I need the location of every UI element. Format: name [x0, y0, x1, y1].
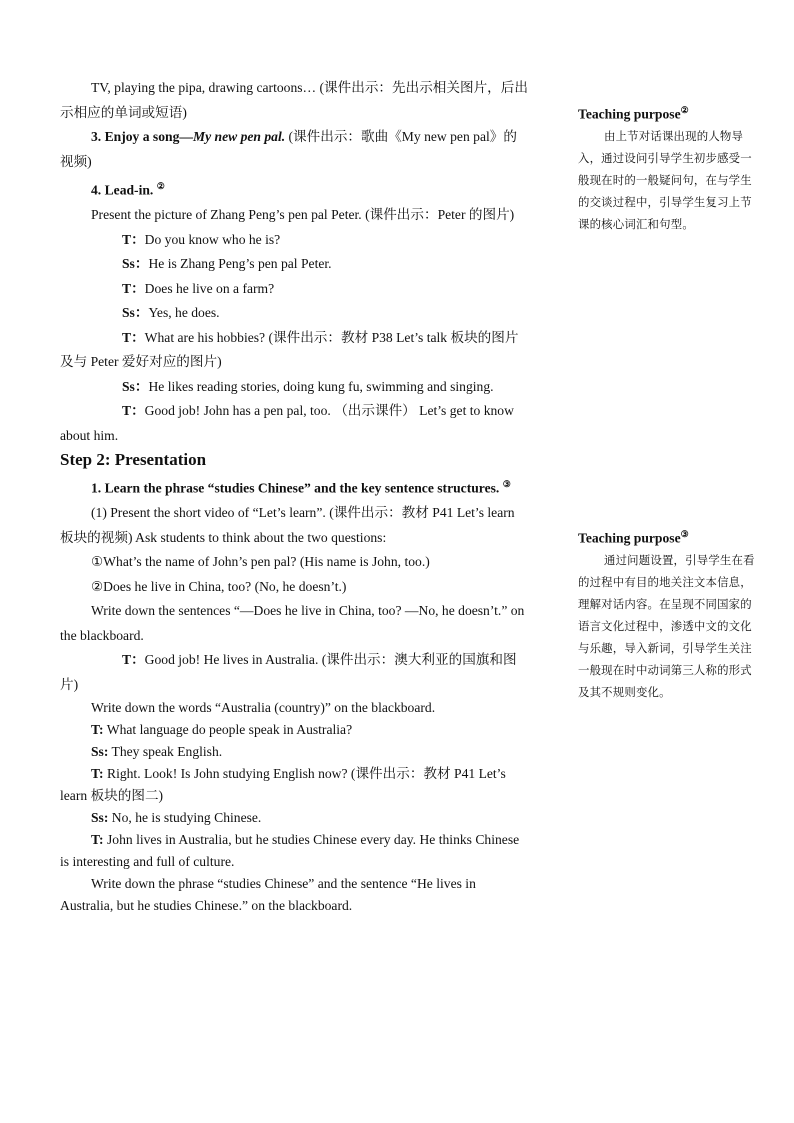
teaching-purpose-title — [578, 524, 758, 549]
paragraph-present-picture: Present the picture of Zhang Peng’s pen pal Peter. (课件出示：Peter 的图片) — [91, 207, 515, 223]
speaker-label: Ss: — [91, 744, 109, 760]
teaching-purpose-title-text: Teaching purpose — [578, 106, 681, 122]
dialogue-text: No, he is studying Chinese. — [111, 810, 262, 826]
dialogue-text: He likes reading stories, doing kung fu, swimming and singing. — [148, 378, 494, 394]
main-text-column — [60, 76, 530, 917]
teaching-purpose-title — [578, 100, 758, 125]
dialogue-line — [60, 252, 530, 277]
item-enjoy-song-label: 3. Enjoy a song— — [91, 129, 193, 144]
teaching-purpose-body: 由上节对话课出现的人物导入，通过设问引导学生初步感受一般现在时的一般疑问句，在与学生的交谈过程中，引导学生复习上节课的核心词汇和句型。 — [578, 128, 752, 231]
speaker-label: Ss： — [122, 378, 149, 394]
dialogue-line — [60, 375, 530, 400]
dialogue-line — [60, 719, 530, 741]
speaker-label: T: — [91, 832, 104, 848]
item-learn-phrase — [60, 472, 530, 501]
speaker-label: T： — [122, 280, 145, 296]
dialogue-text: What are his hobbies? (课件出示：教材 P38 Let’s talk 板块的图片及与 Peter 爱好对应的图片) — [60, 329, 519, 370]
footnote-mark-2: ② — [156, 181, 165, 191]
item-learn-phrase-label: 1. Learn the phrase “studies Chinese” and the key sentence structures. — [91, 480, 500, 496]
speaker-label: T： — [122, 329, 145, 345]
dialogue-line — [60, 741, 530, 763]
dialogue-text: Does he live on a farm? — [144, 280, 275, 296]
dialogue-line — [60, 301, 530, 326]
song-title: My new pen pal. — [192, 129, 286, 144]
speaker-label: Ss: — [91, 810, 109, 826]
dialogue-line — [60, 399, 530, 448]
paragraph-write-sentences: Write down the sentences “—Does he live in China, too? —No, he doesn’t.” on the blackboard. — [60, 603, 525, 643]
speaker-label: Ss： — [122, 305, 149, 321]
question-1: ①What’s the name of John’s pen pal? (His name is John, too.) — [91, 554, 430, 570]
dialogue-line — [60, 326, 530, 375]
teaching-purpose-note-3 — [578, 524, 758, 703]
speaker-label: T： — [122, 403, 145, 419]
speaker-label: T: — [91, 766, 104, 782]
dialogue-text: Do you know who he is? — [144, 231, 281, 247]
item-enjoy-song-note: (课件出示：歌曲《My new pen pal》的视频) — [60, 129, 517, 169]
footnote-mark-2: ② — [680, 105, 689, 115]
paragraph-activities: TV, playing the pipa, drawing cartoons… (课件出示：先出示相关图片，后出示相应的单词或短语) — [60, 80, 528, 120]
item-lead-in-label: 4. Lead-in. — [91, 182, 154, 198]
section-heading-presentation: Step 2: Presentation — [60, 450, 207, 470]
speaker-label: T: — [91, 722, 104, 738]
item-lead-in — [60, 174, 530, 203]
speaker-label: T： — [122, 652, 145, 668]
paragraph-present-video: (1) Present the short video of “Let’s learn”. (课件出示：教材 P41 Let’s learn 板块的视频) Ask students to think about the two questions: — [60, 505, 515, 545]
dialogue-line — [60, 807, 530, 829]
dialogue-block-3 — [60, 719, 530, 873]
dialogue-line — [60, 829, 530, 873]
speaker-label: T： — [122, 231, 145, 247]
question-2: ②Does he live in China, too? (No, he doesn’t.) — [91, 578, 347, 594]
dialogue-line — [60, 763, 530, 807]
dialogue-line — [60, 648, 530, 697]
dialogue-text: They speak English. — [111, 744, 223, 760]
paragraph-write-words: Write down the words “Australia (country)” on the blackboard. — [91, 700, 436, 716]
dialogue-text: Good job! John has a pen pal, too. （出示课件） Let’s get to know about him. — [60, 403, 514, 443]
footnote-mark-3: ③ — [680, 529, 689, 539]
dialogue-text: John lives in Australia, but he studies Chinese every day. He thinks Chinese is interesting and full of culture. — [60, 832, 520, 870]
item-enjoy-song — [60, 125, 530, 174]
dialogue-line — [60, 277, 530, 302]
teaching-purpose-note-2 — [578, 100, 758, 235]
dialogue-text: Yes, he does. — [148, 305, 220, 321]
footnote-mark-3: ③ — [502, 479, 511, 490]
speaker-label: Ss： — [122, 256, 149, 272]
teaching-purpose-body: 通过问题设置，引导学生在看的过程中有目的地关注文本信息，理解对话内容。在呈现不同国家的语言文化过程中，渗透中文的文化与乐趣，导入新词，引导学生关注一般现在时中动词第三人称的形式及其不规则变化。 — [578, 552, 755, 699]
teaching-purpose-title-text: Teaching purpose — [578, 530, 681, 546]
dialogue-line — [60, 228, 530, 253]
dialogue-text: Good job! He lives in Australia. (课件出示：澳大利亚的国旗和图片) — [60, 652, 517, 692]
paragraph-write-phrase: Write down the phrase “studies Chinese” and the sentence “He lives in Australia, but he studies Chinese.” on the blackboard. — [60, 876, 476, 914]
dialogue-block-1 — [60, 228, 530, 449]
dialogue-text: What language do people speak in Australia? — [106, 722, 353, 738]
dialogue-text: He is Zhang Peng’s pen pal Peter. — [148, 256, 332, 272]
dialogue-text: Right. Look! Is John studying English now? (课件出示：教材 P41 Let’s learn 板块的图二) — [60, 766, 506, 804]
